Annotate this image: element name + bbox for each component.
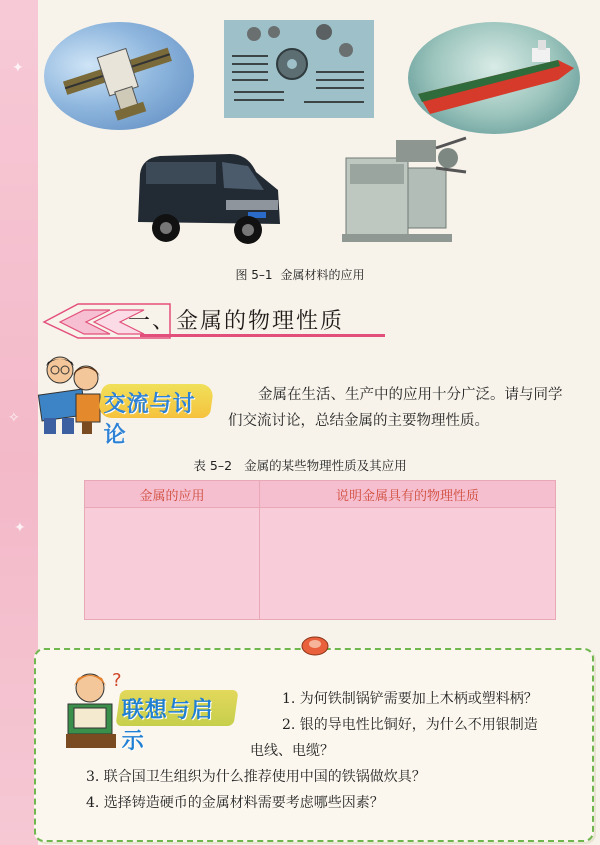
question-2-line1: 2. 银的导电性比铜好，为什么不用银制造 bbox=[282, 717, 538, 733]
table-cell-property[interactable] bbox=[260, 508, 556, 620]
table-row bbox=[85, 508, 556, 620]
section-heading-block bbox=[40, 298, 390, 344]
discussion-label-banner bbox=[98, 384, 215, 448]
question-4: 4. 选择铸造硬币的金属材料需要考虑哪些因素？ bbox=[86, 795, 384, 811]
table-caption bbox=[0, 456, 600, 474]
discussion-text-line1: 金属在生活、生产中的应用十分广泛。请与同学 bbox=[258, 387, 563, 403]
pushpin-icon bbox=[300, 634, 330, 658]
discussion-text-line2: 们交流讨论，总结金属的主要物理性质。 bbox=[228, 413, 489, 429]
figure-number: 图 5–1 bbox=[235, 268, 273, 282]
question-3: 3. 联合国卫生组织为什么推荐使用中国的铁锅做炊具？ bbox=[86, 769, 426, 785]
metal-parts-photo bbox=[224, 20, 374, 118]
table-header-application: 金属的应用 bbox=[85, 481, 260, 508]
table-number: 表 5–2 bbox=[193, 458, 233, 473]
figure-caption bbox=[0, 266, 600, 283]
properties-table bbox=[84, 480, 556, 620]
table-cell-application[interactable] bbox=[85, 508, 260, 620]
space-station-photo bbox=[44, 22, 194, 130]
section-title: 一、金属的物理性质 bbox=[128, 309, 345, 334]
association-label-banner bbox=[115, 690, 238, 754]
table-title: 金属的某些物理性质及其应用 bbox=[244, 458, 407, 473]
sparkle-icon: ✦ bbox=[12, 60, 24, 76]
sparkle-icon: ✦ bbox=[14, 520, 26, 536]
sparkle-icon: ✧ bbox=[8, 410, 20, 426]
svg-text:?: ? bbox=[112, 670, 122, 691]
question-1: 1. 为何铁制锅铲需要加上木柄或塑料柄？ bbox=[282, 691, 538, 707]
section-underline bbox=[140, 334, 385, 337]
question-2-line2: 电线、电缆？ bbox=[250, 743, 334, 759]
van-photo bbox=[130, 150, 285, 248]
page-margin-band bbox=[0, 0, 38, 845]
machine-tool-photo bbox=[336, 128, 471, 248]
discussion-label: 交流与讨论 bbox=[103, 392, 196, 448]
figure-title: 金属材料的应用 bbox=[280, 268, 365, 282]
association-label: 联想与启示 bbox=[121, 698, 214, 754]
table-header-property: 说明金属具有的物理性质 bbox=[260, 481, 556, 508]
ship-photo bbox=[408, 22, 580, 134]
